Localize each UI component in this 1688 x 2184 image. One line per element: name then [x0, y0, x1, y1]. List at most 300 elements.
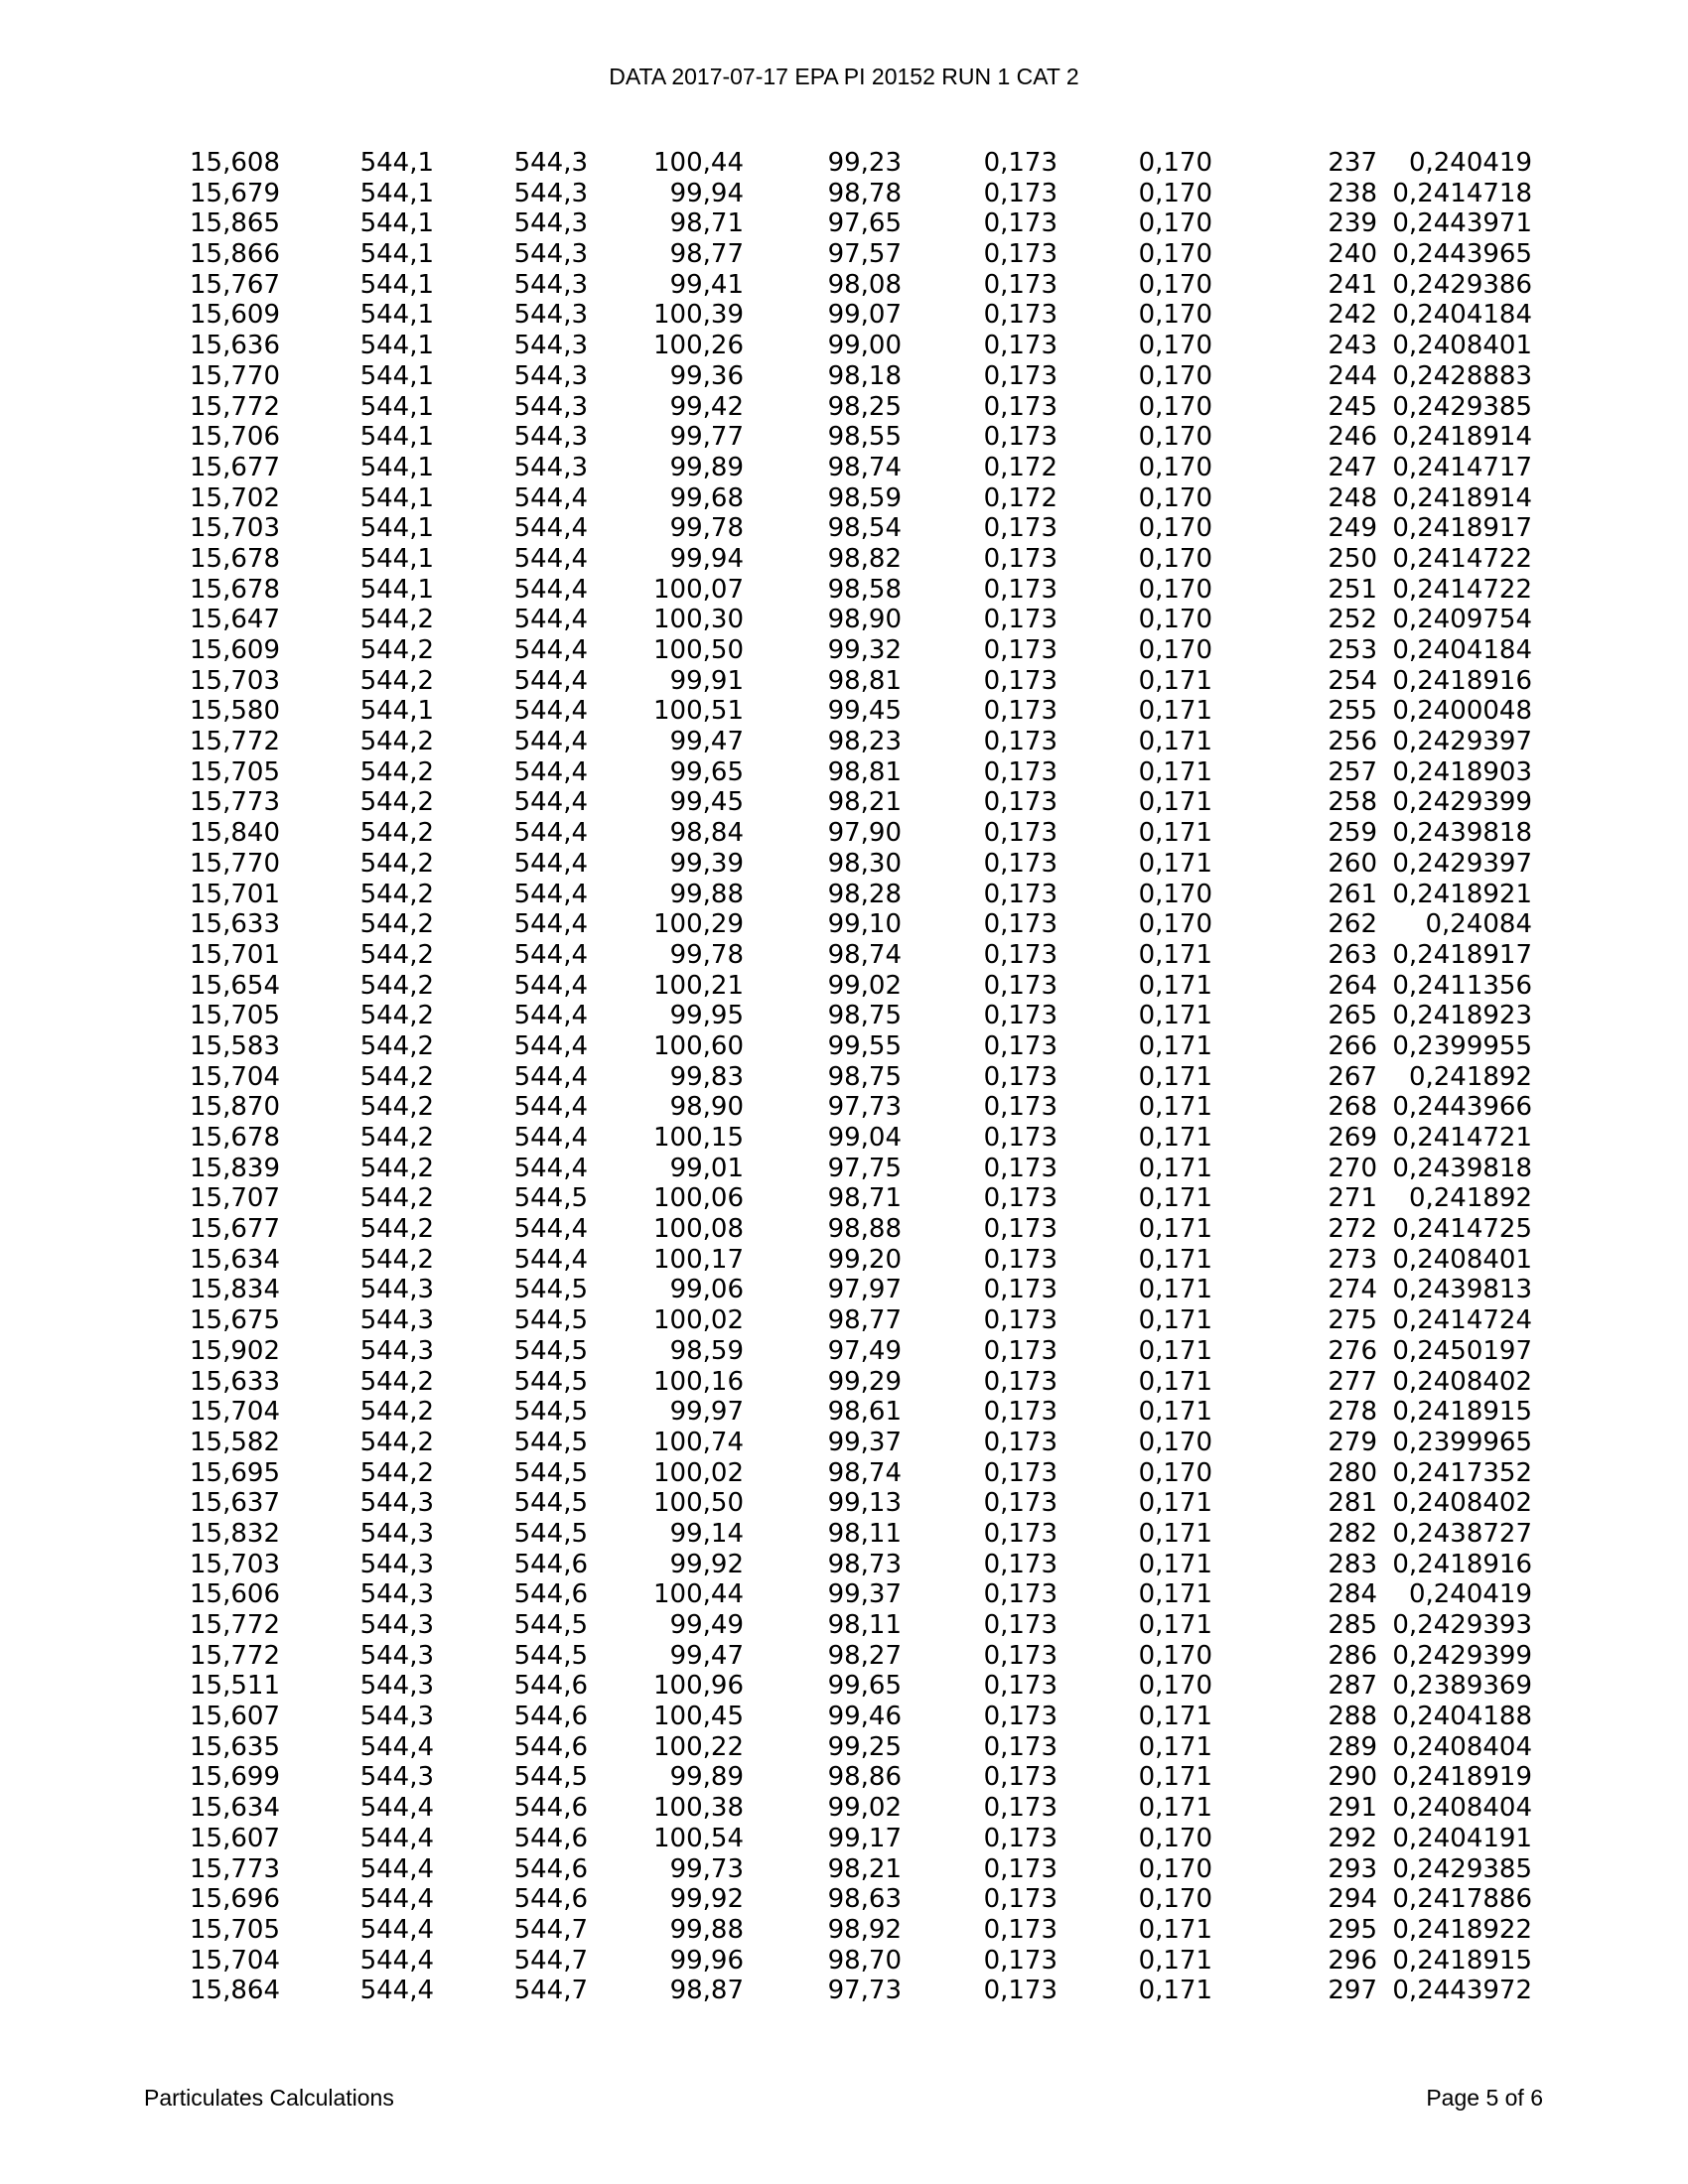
- table-cell: 15,582: [190, 1427, 280, 1457]
- table-cell: 544,5: [513, 1275, 588, 1305]
- table-cell: 544,4: [513, 635, 588, 665]
- table-cell: 99,91: [669, 665, 744, 696]
- table-cell: 98,81: [827, 756, 902, 787]
- table-cell: 285: [1328, 1610, 1377, 1640]
- table-cell: 0,173: [983, 696, 1057, 727]
- table-cell: 99,37: [827, 1427, 902, 1457]
- table-row: [0, 818, 1532, 849]
- table-cell: 544,3: [359, 1610, 434, 1640]
- table-cell: 15,705: [190, 1001, 280, 1031]
- table-cell: 0,170: [1138, 543, 1212, 574]
- table-cell: 544,2: [359, 1427, 434, 1457]
- table-cell: 544,2: [359, 1061, 434, 1092]
- table-cell: 0,2443971: [1392, 208, 1532, 239]
- table-row: [0, 605, 1532, 635]
- table-row: [0, 331, 1532, 361]
- table-cell: 98,25: [827, 391, 902, 422]
- table-cell: 100,02: [653, 1457, 744, 1488]
- table-cell: 544,3: [513, 360, 588, 391]
- table-cell: 544,4: [513, 543, 588, 574]
- table-cell: 544,2: [359, 665, 434, 696]
- table-cell: 0,173: [983, 635, 1057, 665]
- table-cell: 544,4: [513, 574, 588, 605]
- table-cell: 0,2414717: [1392, 452, 1532, 482]
- table-cell: 544,4: [513, 818, 588, 849]
- table-cell: 99,02: [827, 970, 902, 1001]
- table-cell: 544,2: [359, 939, 434, 970]
- table-cell: 544,4: [513, 1001, 588, 1031]
- table-cell: 99,04: [827, 1123, 902, 1153]
- table-cell: 0,171: [1138, 756, 1212, 787]
- table-cell: 544,3: [513, 178, 588, 208]
- table-cell: 0,170: [1138, 1640, 1212, 1671]
- table-cell: 99,47: [669, 1640, 744, 1671]
- table-cell: 283: [1328, 1549, 1377, 1579]
- table-row: [0, 1183, 1532, 1214]
- table-cell: 251: [1328, 574, 1377, 605]
- table-cell: 544,5: [513, 1183, 588, 1214]
- table-cell: 0,173: [983, 239, 1057, 270]
- table-cell: 292: [1328, 1823, 1377, 1853]
- table-cell: 0,170: [1138, 879, 1212, 909]
- table-cell: 99,65: [827, 1671, 902, 1702]
- table-cell: 98,70: [827, 1945, 902, 1976]
- table-row: [0, 1092, 1532, 1123]
- table-cell: 100,06: [653, 1183, 744, 1214]
- table-cell: 263: [1328, 939, 1377, 970]
- table-cell: 99,25: [827, 1731, 902, 1762]
- table-cell: 544,3: [359, 1640, 434, 1671]
- table-cell: 15,767: [190, 269, 280, 300]
- table-cell: 237: [1328, 148, 1377, 178]
- table-cell: 99,97: [669, 1397, 744, 1428]
- table-cell: 248: [1328, 482, 1377, 513]
- table-cell: 0,170: [1138, 513, 1212, 544]
- table-cell: 544,2: [359, 909, 434, 940]
- table-cell: 0,170: [1138, 452, 1212, 482]
- table-cell: 544,2: [359, 1092, 434, 1123]
- table-cell: 0,2439818: [1392, 1153, 1532, 1183]
- table-cell: 100,30: [653, 605, 744, 635]
- table-row: [0, 757, 1532, 788]
- table-row: [0, 1305, 1532, 1336]
- table-row: [0, 513, 1532, 544]
- table-cell: 0,170: [1138, 1671, 1212, 1702]
- table-cell: 0,2399965: [1392, 1427, 1532, 1457]
- table-cell: 99,94: [669, 178, 744, 208]
- table-row: [0, 1641, 1532, 1672]
- table-row: [0, 1976, 1532, 2006]
- table-cell: 264: [1328, 970, 1377, 1001]
- table-cell: 99,01: [669, 1153, 744, 1183]
- table-cell: 0,173: [983, 1123, 1057, 1153]
- table-cell: 544,1: [359, 422, 434, 453]
- table-cell: 0,173: [983, 727, 1057, 757]
- table-cell: 99,46: [827, 1702, 902, 1732]
- table-cell: 15,609: [190, 635, 280, 665]
- table-cell: 290: [1328, 1762, 1377, 1793]
- table-cell: 0,173: [983, 1793, 1057, 1824]
- table-cell: 544,7: [513, 1914, 588, 1945]
- table-row: [0, 453, 1532, 483]
- table-cell: 99,89: [669, 452, 744, 482]
- table-cell: 281: [1328, 1488, 1377, 1519]
- table-cell: 0,173: [983, 148, 1057, 178]
- table-cell: 0,24084: [1425, 909, 1532, 940]
- table-cell: 98,71: [669, 208, 744, 239]
- table-cell: 98,28: [827, 879, 902, 909]
- table-cell: 270: [1328, 1153, 1377, 1183]
- table-cell: 0,2417352: [1392, 1457, 1532, 1488]
- table-cell: 544,1: [359, 452, 434, 482]
- table-cell: 0,171: [1138, 696, 1212, 727]
- table-row: [0, 971, 1532, 1002]
- table-cell: 0,171: [1138, 1488, 1212, 1519]
- table-cell: 544,4: [359, 1945, 434, 1976]
- table-cell: 544,1: [359, 269, 434, 300]
- table-cell: 0,170: [1138, 909, 1212, 940]
- table-cell: 0,2414721: [1392, 1123, 1532, 1153]
- table-cell: 0,171: [1138, 1183, 1212, 1214]
- table-cell: 0,173: [983, 269, 1057, 300]
- table-cell: 544,3: [513, 239, 588, 270]
- table-cell: 0,171: [1138, 727, 1212, 757]
- table-cell: 0,2389369: [1392, 1671, 1532, 1702]
- table-cell: 0,173: [983, 300, 1057, 331]
- table-cell: 15,770: [190, 360, 280, 391]
- table-cell: 0,171: [1138, 1214, 1212, 1245]
- page-header: DATA 2017-07-17 EPA PI 20152 RUN 1 CAT 2: [609, 64, 1079, 89]
- table-cell: 0,173: [983, 1549, 1057, 1579]
- table-cell: 0,171: [1138, 1518, 1212, 1549]
- page-number: Page 5 of 6: [1426, 2085, 1543, 2111]
- table-cell: 0,2408401: [1392, 1244, 1532, 1275]
- table-cell: 15,707: [190, 1183, 280, 1214]
- table-cell: 0,2404188: [1392, 1702, 1532, 1732]
- table-cell: 0,2429393: [1392, 1610, 1532, 1640]
- table-cell: 100,17: [653, 1244, 744, 1275]
- table-row: [0, 1214, 1532, 1245]
- table-cell: 0,173: [983, 208, 1057, 239]
- table-cell: 544,1: [359, 574, 434, 605]
- table-cell: 544,6: [513, 1579, 588, 1610]
- table-cell: 98,21: [827, 1853, 902, 1884]
- table-cell: 15,772: [190, 1610, 280, 1640]
- table-cell: 0,171: [1138, 848, 1212, 879]
- table-cell: 15,634: [190, 1793, 280, 1824]
- table-cell: 100,45: [653, 1702, 744, 1732]
- table-cell: 0,170: [1138, 1853, 1212, 1884]
- table-cell: 0,2399955: [1392, 1030, 1532, 1061]
- table-cell: 544,1: [359, 391, 434, 422]
- table-cell: 99,17: [827, 1823, 902, 1853]
- table-cell: 544,1: [359, 148, 434, 178]
- table-cell: 250: [1328, 543, 1377, 574]
- table-cell: 544,7: [513, 1976, 588, 2006]
- table-cell: 0,2404184: [1392, 635, 1532, 665]
- table-cell: 544,4: [513, 1092, 588, 1123]
- table-cell: 100,39: [653, 300, 744, 331]
- table-cell: 544,2: [359, 818, 434, 849]
- table-row: [0, 1245, 1532, 1276]
- table-cell: 544,5: [513, 1518, 588, 1549]
- table-cell: 15,702: [190, 482, 280, 513]
- table-cell: 100,50: [653, 635, 744, 665]
- table-cell: 0,2418919: [1392, 1762, 1532, 1793]
- table-cell: 0,171: [1138, 1305, 1212, 1336]
- table-cell: 0,2450197: [1392, 1335, 1532, 1366]
- table-cell: 261: [1328, 879, 1377, 909]
- table-cell: 0,173: [983, 1244, 1057, 1275]
- table-cell: 0,2429385: [1392, 391, 1532, 422]
- table-cell: 544,2: [359, 1183, 434, 1214]
- table-cell: 286: [1328, 1640, 1377, 1671]
- table-cell: 544,3: [359, 1549, 434, 1579]
- table-cell: 100,07: [653, 574, 744, 605]
- table-cell: 244: [1328, 360, 1377, 391]
- table-cell: 0,2429399: [1392, 1640, 1532, 1671]
- table-cell: 297: [1328, 1976, 1377, 2006]
- table-cell: 98,61: [827, 1397, 902, 1428]
- table-cell: 98,08: [827, 269, 902, 300]
- table-row: [0, 422, 1532, 453]
- table-cell: 284: [1328, 1579, 1377, 1610]
- table-cell: 544,3: [513, 422, 588, 453]
- table-cell: 277: [1328, 1366, 1377, 1397]
- table-cell: 0,173: [983, 360, 1057, 391]
- table-cell: 100,60: [653, 1030, 744, 1061]
- table-cell: 97,73: [827, 1976, 902, 2006]
- table-cell: 272: [1328, 1214, 1377, 1245]
- table-cell: 0,173: [983, 1335, 1057, 1366]
- table-cell: 269: [1328, 1123, 1377, 1153]
- table-cell: 291: [1328, 1793, 1377, 1824]
- table-row: [0, 208, 1532, 239]
- table-row: [0, 1854, 1532, 1885]
- table-cell: 544,2: [359, 970, 434, 1001]
- table-cell: 274: [1328, 1275, 1377, 1305]
- table-row: [0, 696, 1532, 727]
- table-cell: 99,14: [669, 1518, 744, 1549]
- table-row: [0, 1610, 1532, 1641]
- table-cell: 267: [1328, 1061, 1377, 1092]
- table-cell: 544,1: [359, 696, 434, 727]
- table-cell: 0,2439818: [1392, 818, 1532, 849]
- table-row: [0, 1946, 1532, 1977]
- table-row: [0, 1550, 1532, 1580]
- table-cell: 0,173: [983, 1488, 1057, 1519]
- table-cell: 0,173: [983, 1579, 1057, 1610]
- table-cell: 99,88: [669, 879, 744, 909]
- table-cell: 0,173: [983, 1853, 1057, 1884]
- table-cell: 98,75: [827, 1001, 902, 1031]
- table-cell: 0,173: [983, 1640, 1057, 1671]
- table-row: [0, 1336, 1532, 1367]
- table-cell: 98,82: [827, 543, 902, 574]
- table-cell: 99,45: [669, 787, 744, 818]
- table-cell: 0,171: [1138, 665, 1212, 696]
- table-cell: 15,772: [190, 391, 280, 422]
- table-cell: 100,21: [653, 970, 744, 1001]
- table-cell: 544,4: [513, 1061, 588, 1092]
- table-cell: 0,173: [983, 574, 1057, 605]
- table-cell: 0,170: [1138, 605, 1212, 635]
- table-cell: 99,89: [669, 1762, 744, 1793]
- table-cell: 0,171: [1138, 1397, 1212, 1428]
- table-cell: 544,3: [513, 300, 588, 331]
- table-cell: 15,677: [190, 1214, 280, 1245]
- table-cell: 544,6: [513, 1823, 588, 1853]
- table-cell: 260: [1328, 848, 1377, 879]
- table-cell: 0,171: [1138, 1061, 1212, 1092]
- table-cell: 0,171: [1138, 1731, 1212, 1762]
- table-row: [0, 1275, 1532, 1305]
- table-cell: 0,2418921: [1392, 879, 1532, 909]
- table-cell: 0,2417886: [1392, 1884, 1532, 1915]
- table-cell: 99,95: [669, 1001, 744, 1031]
- table-cell: 271: [1328, 1183, 1377, 1214]
- table-cell: 0,171: [1138, 1244, 1212, 1275]
- table-cell: 0,2429385: [1392, 1853, 1532, 1884]
- table-cell: 98,77: [827, 1305, 902, 1336]
- table-cell: 544,1: [359, 208, 434, 239]
- table-cell: 0,170: [1138, 635, 1212, 665]
- table-cell: 15,705: [190, 756, 280, 787]
- table-cell: 544,3: [513, 331, 588, 361]
- table-cell: 98,74: [827, 939, 902, 970]
- table-cell: 99,96: [669, 1945, 744, 1976]
- table-cell: 0,2443966: [1392, 1092, 1532, 1123]
- table-cell: 99,39: [669, 848, 744, 879]
- table-cell: 293: [1328, 1853, 1377, 1884]
- table-cell: 268: [1328, 1092, 1377, 1123]
- table-cell: 0,173: [983, 543, 1057, 574]
- table-cell: 0,170: [1138, 269, 1212, 300]
- table-cell: 0,2418915: [1392, 1397, 1532, 1428]
- table-row: [0, 300, 1532, 331]
- table-cell: 0,2408404: [1392, 1731, 1532, 1762]
- table-cell: 99,92: [669, 1549, 744, 1579]
- table-cell: 15,839: [190, 1153, 280, 1183]
- table-cell: 0,170: [1138, 482, 1212, 513]
- table-cell: 0,2418914: [1392, 422, 1532, 453]
- table-cell: 246: [1328, 422, 1377, 453]
- table-cell: 100,16: [653, 1366, 744, 1397]
- table-cell: 0,171: [1138, 1610, 1212, 1640]
- table-cell: 0,170: [1138, 208, 1212, 239]
- table-cell: 247: [1328, 452, 1377, 482]
- table-cell: 544,1: [359, 543, 434, 574]
- table-cell: 100,74: [653, 1427, 744, 1457]
- table-cell: 0,171: [1138, 1579, 1212, 1610]
- table-cell: 0,173: [983, 331, 1057, 361]
- table-row: [0, 1062, 1532, 1093]
- table-cell: 98,90: [669, 1092, 744, 1123]
- table-cell: 0,170: [1138, 360, 1212, 391]
- table-cell: 98,86: [827, 1762, 902, 1793]
- table-cell: 544,4: [359, 1823, 434, 1853]
- table-cell: 544,4: [513, 696, 588, 727]
- table-row: [0, 1884, 1532, 1915]
- table-cell: 15,705: [190, 1914, 280, 1945]
- table-cell: 0,173: [983, 1518, 1057, 1549]
- table-cell: 544,5: [513, 1397, 588, 1428]
- table-cell: 287: [1328, 1671, 1377, 1702]
- table-cell: 544,3: [359, 1275, 434, 1305]
- table-cell: 0,173: [983, 513, 1057, 544]
- table-cell: 0,171: [1138, 1030, 1212, 1061]
- table-cell: 99,77: [669, 422, 744, 453]
- table-cell: 544,3: [513, 148, 588, 178]
- table-cell: 98,54: [827, 513, 902, 544]
- table-cell: 0,173: [983, 939, 1057, 970]
- table-cell: 99,78: [669, 513, 744, 544]
- table-cell: 0,2411356: [1392, 970, 1532, 1001]
- table-cell: 544,4: [513, 727, 588, 757]
- table-cell: 544,4: [513, 513, 588, 544]
- table-cell: 544,1: [359, 300, 434, 331]
- table-cell: 544,3: [513, 269, 588, 300]
- table-cell: 0,173: [983, 1702, 1057, 1732]
- table-cell: 98,59: [827, 482, 902, 513]
- table-cell: 544,1: [359, 178, 434, 208]
- table-row: [0, 1001, 1532, 1031]
- table-cell: 544,2: [359, 1030, 434, 1061]
- table-cell: 98,84: [669, 818, 744, 849]
- table-cell: 544,3: [513, 452, 588, 482]
- table-cell: 242: [1328, 300, 1377, 331]
- table-cell: 15,678: [190, 574, 280, 605]
- table-cell: 97,90: [827, 818, 902, 849]
- table-cell: 544,3: [513, 208, 588, 239]
- table-cell: 544,3: [359, 1488, 434, 1519]
- table-cell: 0,171: [1138, 1001, 1212, 1031]
- table-cell: 98,23: [827, 727, 902, 757]
- table-row: [0, 392, 1532, 423]
- table-cell: 0,173: [983, 1671, 1057, 1702]
- table-cell: 0,172: [983, 482, 1057, 513]
- table-cell: 0,2439813: [1392, 1275, 1532, 1305]
- table-cell: 0,171: [1138, 818, 1212, 849]
- table-cell: 0,171: [1138, 1793, 1212, 1824]
- table-cell: 99,10: [827, 909, 902, 940]
- table-cell: 254: [1328, 665, 1377, 696]
- table-cell: 15,608: [190, 148, 280, 178]
- table-cell: 544,3: [359, 1702, 434, 1732]
- table-cell: 15,870: [190, 1092, 280, 1123]
- table-cell: 544,5: [513, 1640, 588, 1671]
- table-cell: 0,2418917: [1392, 939, 1532, 970]
- table-cell: 294: [1328, 1884, 1377, 1915]
- table-cell: 544,6: [513, 1853, 588, 1884]
- table-cell: 0,173: [983, 1366, 1057, 1397]
- table-row: [0, 1793, 1532, 1824]
- table-cell: 0,173: [983, 1914, 1057, 1945]
- table-cell: 98,71: [827, 1183, 902, 1214]
- table-cell: 544,2: [359, 879, 434, 909]
- table-cell: 544,4: [513, 1123, 588, 1153]
- table-cell: 0,173: [983, 879, 1057, 909]
- table-cell: 0,173: [983, 1976, 1057, 2006]
- table-cell: 15,606: [190, 1579, 280, 1610]
- table-cell: 100,02: [653, 1305, 744, 1336]
- table-cell: 544,6: [513, 1671, 588, 1702]
- table-cell: 97,49: [827, 1335, 902, 1366]
- table-cell: 0,171: [1138, 1366, 1212, 1397]
- table-cell: 544,2: [359, 1123, 434, 1153]
- table-cell: 0,2429399: [1392, 787, 1532, 818]
- table-cell: 0,171: [1138, 1092, 1212, 1123]
